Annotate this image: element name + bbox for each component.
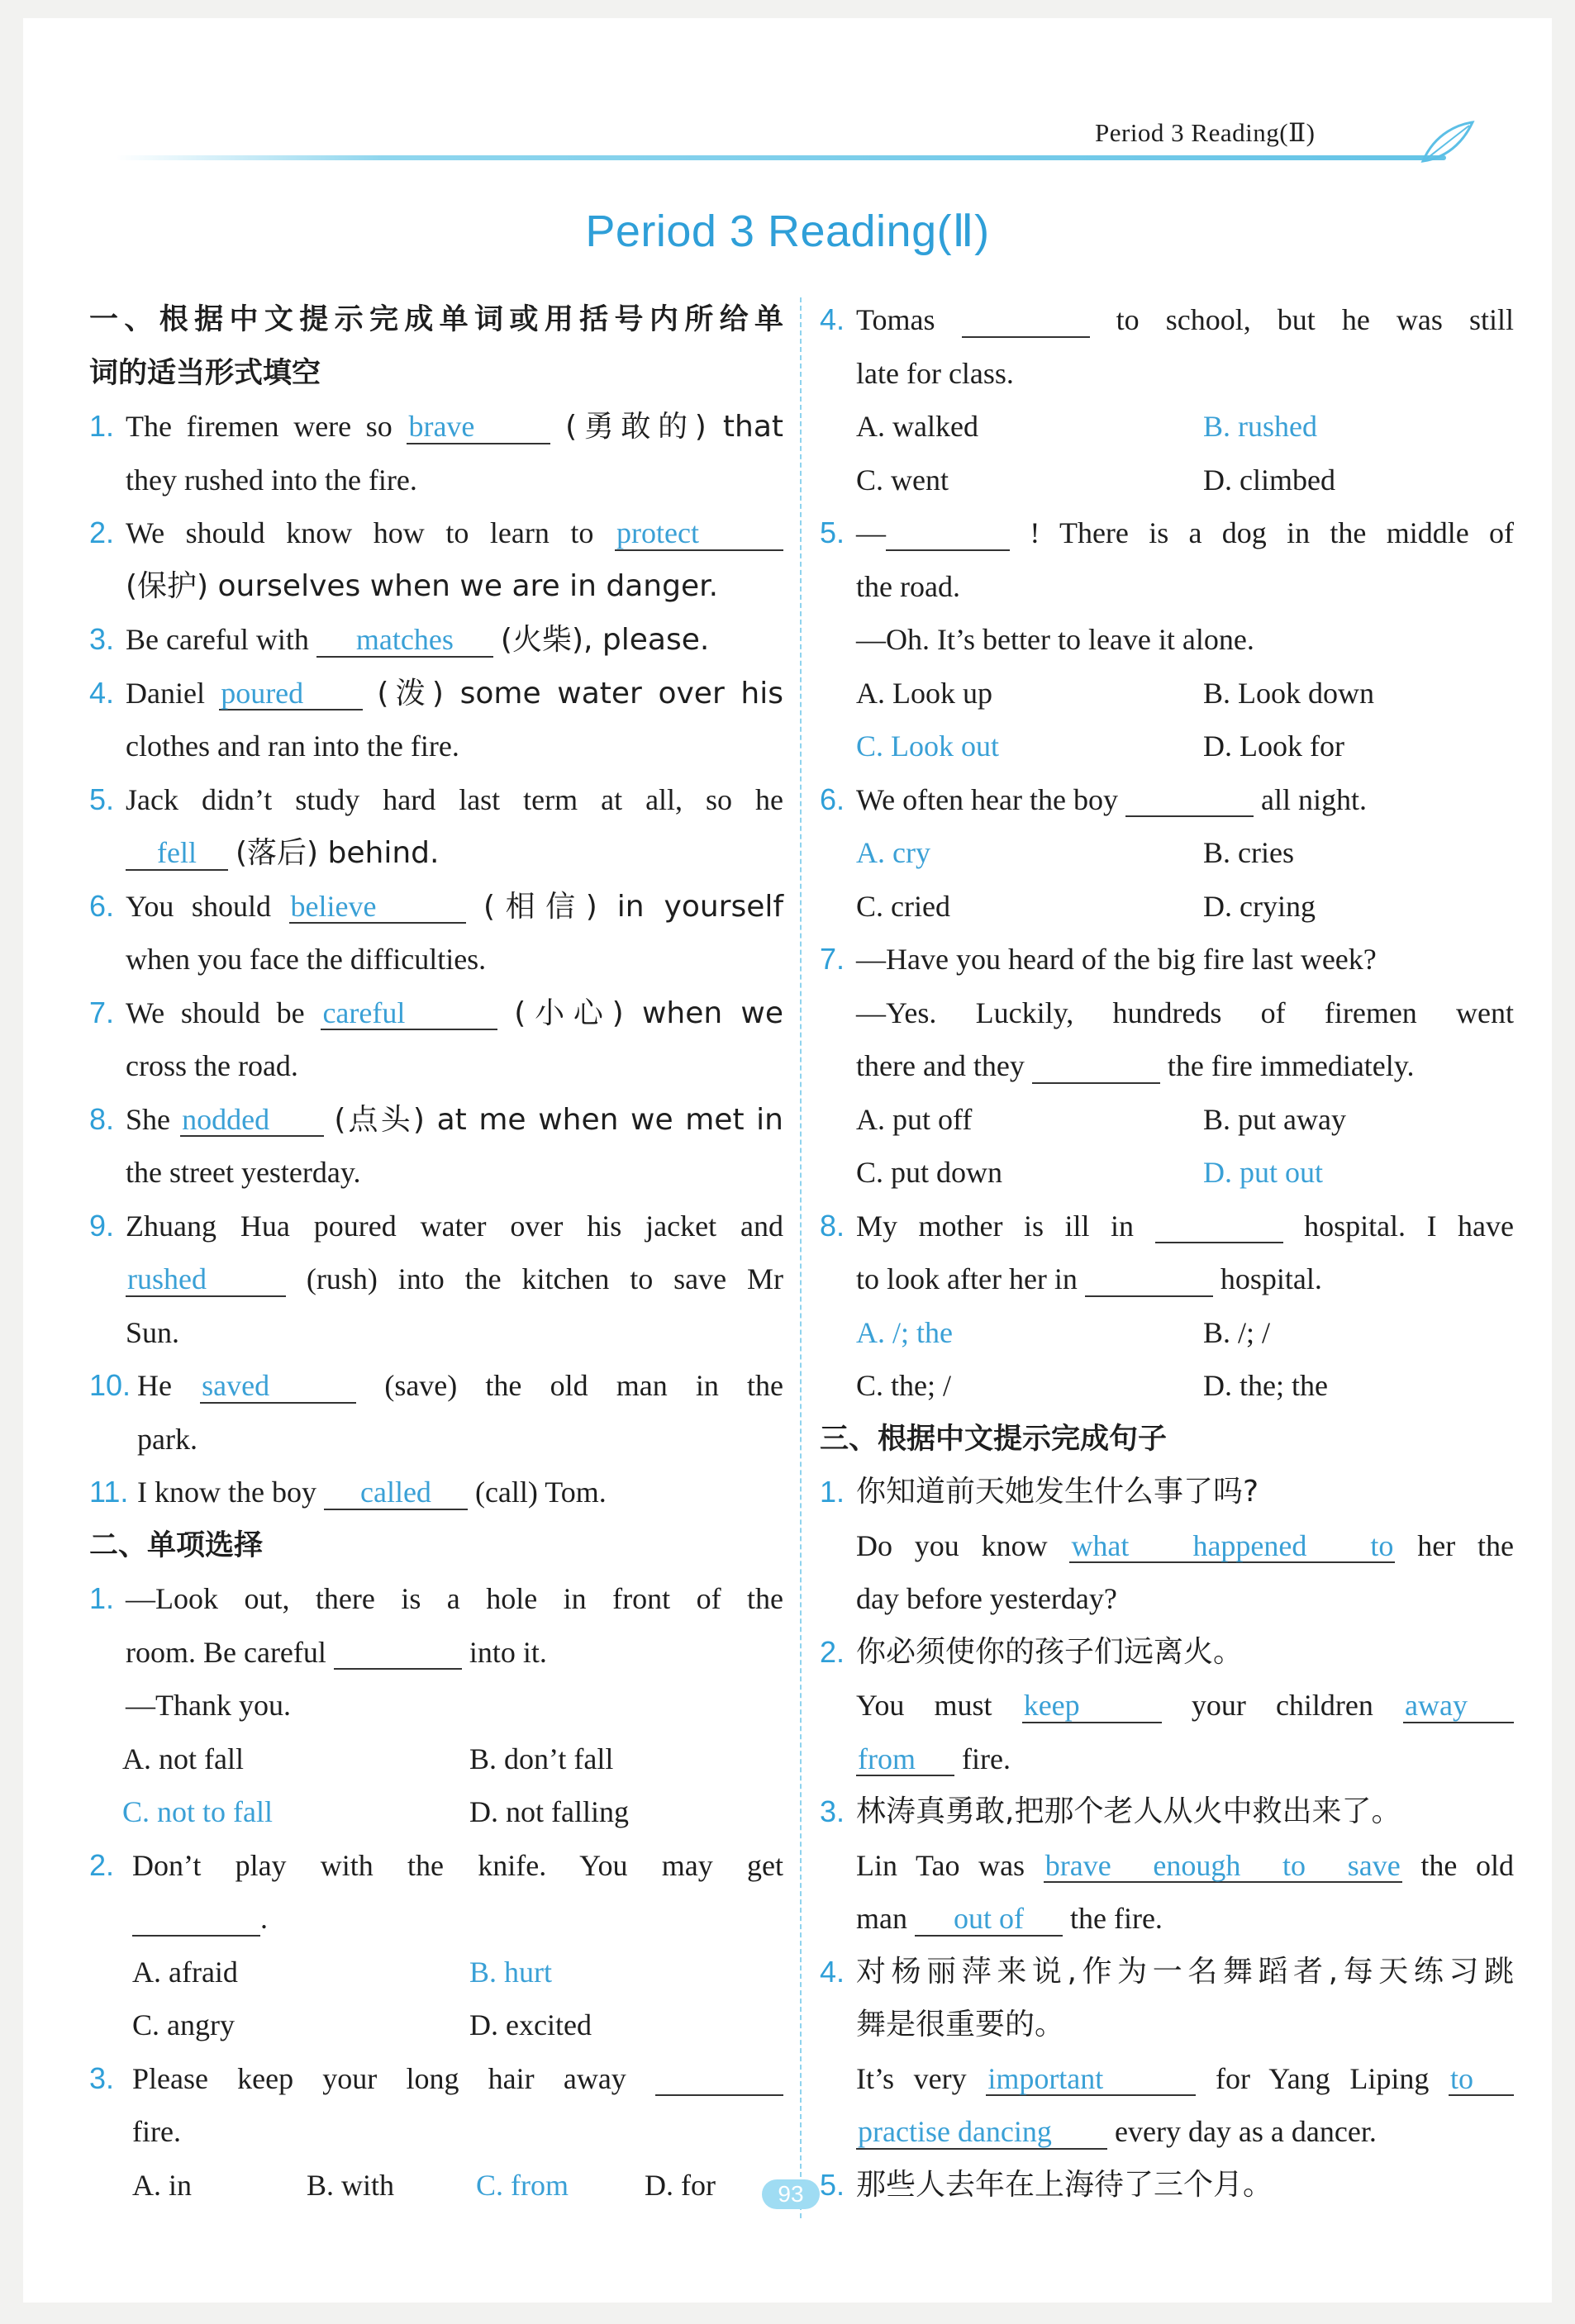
option-a[interactable]: A. walked (856, 410, 978, 443)
item-number: 2. (820, 1634, 845, 1669)
fill-item-4 (89, 667, 783, 720)
sentence-text: fire. (962, 1742, 1011, 1775)
question-text: into it. (469, 1635, 547, 1669)
item-number: 4. (89, 675, 115, 710)
header-rule (116, 155, 1446, 160)
fill-item-8 (89, 1093, 783, 1147)
chinese-prompt: 你知道前天她发生什么事了吗? (856, 1475, 1259, 1509)
item-text: Zhuang Hua poured water over his jacket and (126, 1209, 783, 1243)
sentence-text: Lin Tao was (856, 1848, 1025, 1882)
fill-item-10 (89, 1359, 783, 1413)
question-text: Tomas (856, 303, 935, 336)
answer-blank[interactable] (1032, 1051, 1160, 1084)
option-d[interactable]: D. the; the (1203, 1369, 1328, 1402)
sentence-4-cn-cont: 舞是很重要的。 (856, 2008, 1065, 2041)
option-d[interactable]: D. excited (469, 2008, 592, 2041)
mc-q8-options-ab (820, 1306, 1514, 1360)
question-text: My mother is ill in (856, 1209, 1135, 1243)
answer-blank[interactable]: keep (1022, 1690, 1162, 1723)
fill-item-1 (89, 400, 783, 454)
sentence-text: It’s very (856, 2061, 967, 2095)
option-b[interactable]: B. /; / (1203, 1315, 1271, 1349)
chinese-prompt: 那些人去年在上海待了三个月。 (856, 2167, 1273, 2202)
fill-item-5-cont (89, 826, 783, 880)
item-text: (火柴), please. (500, 623, 710, 657)
chinese-prompt: 林涛真勇敢,把那个老人从火中救出来了。 (856, 1794, 1401, 1828)
running-head: Period 3 Reading(Ⅱ) (1095, 118, 1316, 147)
option-a[interactable]: A. Look up (856, 676, 992, 710)
mc-q4 (820, 293, 1514, 347)
question-text: Don’t play with the knife. You may get (132, 1848, 783, 1882)
right-column (820, 293, 1514, 2212)
mc-q3 (89, 2052, 783, 2106)
item-text: (call) Tom. (474, 1476, 607, 1509)
item-text: We should know how to learn to (126, 516, 594, 549)
answer-blank[interactable]: out of (915, 1903, 1063, 1937)
mc-q1-options-ab (89, 1732, 783, 1786)
mc-q8-options-cd (820, 1359, 1514, 1413)
item-text: The firemen were so (126, 410, 393, 443)
option-a[interactable]: A. in (132, 2168, 192, 2202)
answer-blank[interactable] (962, 305, 1090, 338)
mc-q2 (89, 1839, 783, 1893)
question-text: room. Be careful (126, 1635, 326, 1669)
sentence-text: her the (1417, 1528, 1515, 1562)
sentence-text: Do you know (856, 1528, 1048, 1562)
sentence-3-en-cont (820, 1892, 1514, 1946)
answer-blank[interactable]: believe (289, 891, 466, 924)
sentence-4-cn (820, 1946, 1514, 1999)
question-text: —Look out, there is a hole in front of the (126, 1582, 783, 1615)
question-text: there and they (856, 1049, 1025, 1082)
sentence-3-cn (820, 1785, 1514, 1839)
item-number: 1. (89, 409, 115, 443)
item-number: 1. (89, 1581, 115, 1615)
question-text: Please keep your long hair away (132, 2061, 626, 2095)
fill-item-6-cont: when you face the difficulties. (126, 943, 487, 976)
chinese-prompt: 你必须使你的孩子们远离火。 (856, 1634, 1244, 1669)
mc-q7-options-ab (820, 1093, 1514, 1147)
sentence-text: man (856, 1902, 907, 1935)
mc-q1 (89, 1572, 783, 1626)
chinese-prompt: 对杨丽萍来说,作为一名舞蹈者,每天练习跳 (856, 1954, 1514, 1989)
sentence-2-en-cont (820, 1732, 1514, 1786)
section1-title-line1: 一、根据中文提示完成单词或用括号内所给单 (89, 303, 783, 336)
answer-blank[interactable] (1085, 1264, 1213, 1297)
sentence-1-en (820, 1519, 1514, 1573)
mc-q7-line2: —Yes. Luckily, hundreds of firemen went (856, 996, 1514, 1029)
option-a[interactable]: A. not fall (122, 1742, 244, 1775)
question-text: We often hear the boy (856, 782, 1118, 816)
sentence-2-en (820, 1679, 1514, 1732)
answer-blank[interactable]: from (856, 1744, 954, 1777)
mc-q7-line3 (820, 1039, 1514, 1093)
fill-item-4-cont: clothes and ran into the fire. (126, 730, 459, 763)
question-text: hospital. I have (1304, 1209, 1515, 1243)
mc-q1-line2 (89, 1626, 783, 1680)
fill-item-7 (89, 986, 783, 1040)
answer-blank[interactable]: careful (321, 998, 497, 1031)
mc-q1-options-cd (89, 1785, 783, 1839)
question-text: hospital. (1220, 1262, 1322, 1295)
answer-blank[interactable]: protect (615, 518, 783, 551)
option-d-correct[interactable]: D. put out (1203, 1156, 1324, 1189)
option-c-correct[interactable]: C. from (476, 2168, 569, 2202)
item-text: (rush) into the kitchen to save Mr (306, 1262, 783, 1295)
mc-q3-options (89, 2159, 783, 2212)
option-d[interactable]: D. climbed (1203, 463, 1335, 497)
fill-item-9-cont2: Sun. (126, 1315, 180, 1349)
sentence-text: for Yang Liping (1215, 2061, 1430, 2095)
option-a[interactable]: A. put off (856, 1102, 973, 1136)
fill-item-11 (89, 1466, 783, 1519)
answer-blank[interactable] (1155, 1211, 1283, 1244)
answer-blank[interactable]: practise dancing (856, 2117, 1107, 2150)
item-number: 6. (820, 782, 845, 816)
section2-title: 二、单项选择 (89, 1528, 264, 1562)
item-text: I know the boy (137, 1476, 316, 1509)
sentence-5-cn (820, 2159, 1514, 2212)
mc-q6-options-ab (820, 826, 1514, 880)
item-text: (落后) behind. (236, 836, 440, 870)
option-a-correct[interactable]: A. cry (856, 836, 930, 869)
item-number: 9. (89, 1208, 115, 1243)
item-text: (勇敢的) that (565, 410, 784, 444)
item-text: You should (126, 889, 271, 923)
item-number: 3. (89, 622, 115, 656)
question-text: to look after her in (856, 1262, 1078, 1295)
item-number: 1. (820, 1475, 845, 1509)
fill-item-9 (89, 1200, 783, 1253)
mc-q5-line2: the road. (856, 569, 960, 603)
item-number: 4. (820, 302, 845, 336)
mc-q5-options-cd (820, 720, 1514, 773)
item-number: 8. (89, 1101, 115, 1136)
question-text: the fire immediately. (1167, 1049, 1415, 1082)
column-divider (800, 297, 802, 2218)
option-a-correct[interactable]: A. /; the (856, 1315, 953, 1349)
item-text: We should be (126, 996, 305, 1029)
mc-q5 (820, 506, 1514, 560)
fill-item-1-cont: they rushed into the fire. (126, 463, 417, 497)
question-text: —Have you heard of the big fire last week? (856, 943, 1377, 976)
item-text: Be careful with (126, 623, 309, 656)
option-c[interactable]: C. went (856, 463, 949, 497)
fill-item-2 (89, 506, 783, 560)
sentence-text: every day as a dancer. (1115, 2115, 1377, 2148)
item-text: He (137, 1369, 172, 1402)
item-number: 3. (820, 1794, 845, 1828)
answer-blank[interactable]: matches (316, 625, 493, 658)
answer-blank[interactable]: saved (200, 1371, 356, 1404)
mc-q4-line2: late for class. (856, 356, 1014, 390)
answer-blank[interactable]: brave (407, 411, 550, 444)
option-b[interactable]: B. don’t fall (469, 1742, 614, 1775)
item-number: 4. (820, 1954, 845, 1989)
option-b[interactable]: B. put away (1203, 1102, 1346, 1136)
mc-q4-options-cd (820, 454, 1514, 507)
answer-blank[interactable]: what happened to (1071, 1528, 1394, 1562)
leaf-decoration-icon (1415, 116, 1481, 173)
mc-q8 (820, 1200, 1514, 1253)
sentence-4-en (820, 2052, 1514, 2106)
mc-q1-line3: —Thank you. (126, 1689, 291, 1722)
option-c[interactable]: C. angry (132, 2008, 235, 2041)
sentence-text: your children (1191, 1689, 1373, 1722)
question-text: to school, but he was still (1116, 303, 1514, 336)
mc-q7 (820, 933, 1514, 986)
item-text: (相信) in yourself (483, 889, 784, 924)
sentence-1-cn (820, 1466, 1514, 1519)
item-text: (点头) at me when we met in (334, 1102, 783, 1137)
option-c-correct[interactable]: C. Look out (856, 730, 1000, 763)
answer-blank[interactable] (886, 518, 1010, 551)
option-c[interactable]: C. the; / (856, 1369, 951, 1402)
option-a[interactable]: A. afraid (132, 1955, 238, 1989)
item-text: (小心) when we (514, 996, 784, 1030)
mc-q6 (820, 773, 1514, 827)
option-b[interactable]: B. Look down (1203, 676, 1374, 710)
option-b[interactable]: B. with (307, 2168, 395, 2202)
sentence-3-en (820, 1839, 1514, 1893)
item-number: 7. (89, 995, 115, 1029)
answer-blank[interactable]: poured (219, 678, 363, 711)
item-text: (泼) some water over his (377, 676, 783, 711)
mc-q5-options-ab (820, 667, 1514, 720)
answer-blank[interactable]: rushed (126, 1264, 286, 1297)
item-number: 11. (89, 1475, 129, 1509)
mc-q7-options-cd (820, 1146, 1514, 1200)
item-number: 5. (820, 2167, 845, 2202)
mc-q2-options-cd (89, 1998, 783, 2052)
section1-title-line2: 词的适当形式填空 (89, 356, 321, 390)
answer-blank[interactable] (334, 1637, 462, 1671)
sentence-text: You must (856, 1689, 992, 1722)
mc-q2-line2 (89, 1892, 783, 1946)
question-text: . (260, 1902, 268, 1935)
answer-blank[interactable]: fell (126, 838, 228, 871)
sentence-4-en-cont (820, 2105, 1514, 2159)
mc-q8-line2 (820, 1252, 1514, 1306)
option-b[interactable]: B. cries (1203, 836, 1294, 869)
question-text: all night. (1260, 782, 1367, 816)
mc-q4-options-ab (820, 400, 1514, 454)
answer-blank[interactable]: away (1403, 1690, 1514, 1723)
sentence-1-en-cont: day before yesterday? (856, 1582, 1117, 1615)
item-text: Daniel (126, 676, 205, 710)
mc-q6-options-cd (820, 880, 1514, 934)
sentence-text: the fire. (1069, 1902, 1163, 1935)
item-number: 7. (820, 942, 845, 976)
fill-item-2-cont: (保护) ourselves when we are in danger. (126, 568, 719, 603)
option-d[interactable]: D. for (645, 2168, 716, 2202)
fill-item-9-cont (89, 1252, 783, 1306)
fill-item-8-cont: the street yesterday. (126, 1156, 361, 1189)
question-text: — (856, 516, 886, 549)
option-c-correct[interactable]: C. not to fall (122, 1795, 273, 1828)
option-d[interactable]: D. not falling (469, 1795, 629, 1828)
sentence-2-cn (820, 1626, 1514, 1680)
option-b-correct[interactable]: B. hurt (469, 1955, 553, 1989)
option-c[interactable]: C. cried (856, 889, 950, 923)
answer-blank[interactable]: brave enough to save (1044, 1848, 1401, 1882)
option-d[interactable]: D. crying (1203, 889, 1316, 923)
fill-item-10-cont: park. (137, 1422, 197, 1456)
mc-q3-line2: fire. (132, 2115, 181, 2148)
item-number: 8. (820, 1208, 845, 1243)
option-b-correct[interactable]: B. rushed (1203, 410, 1317, 443)
fill-item-7-cont: cross the road. (126, 1049, 298, 1082)
answer-blank[interactable]: nodded (180, 1105, 324, 1138)
answer-blank[interactable] (655, 2064, 783, 2097)
item-number: 6. (89, 888, 115, 923)
item-number: 10. (89, 1368, 131, 1402)
answer-blank[interactable]: called (324, 1477, 468, 1510)
item-text: Jack didn’t study hard last term at all, so he (126, 782, 783, 816)
mc-q2-options-ab (89, 1946, 783, 1999)
item-text: (save) the old man in the (384, 1369, 784, 1402)
item-number: 5. (89, 782, 115, 816)
answer-blank[interactable] (132, 1903, 260, 1937)
item-number: 3. (89, 2060, 115, 2095)
question-text: ! There is a dog in the middle of (1030, 516, 1515, 549)
section3-title: 三、根据中文提示完成句子 (820, 1422, 1168, 1456)
left-column (89, 293, 783, 2212)
item-number: 2. (89, 1847, 115, 1882)
page-title: Period 3 Reading(Ⅱ) (585, 207, 990, 256)
item-text: She (126, 1102, 170, 1136)
answer-blank[interactable]: to (1449, 2064, 1514, 2097)
option-d[interactable]: D. Look for (1203, 730, 1344, 763)
fill-item-5 (89, 773, 783, 827)
page-number-badge: 93 (762, 2179, 820, 2209)
fill-item-3 (89, 613, 783, 667)
answer-blank[interactable]: important (986, 2064, 1196, 2097)
option-c[interactable]: C. put down (856, 1156, 1003, 1189)
sentence-text: the old (1420, 1848, 1515, 1882)
item-number: 5. (820, 516, 845, 549)
answer-blank[interactable] (1125, 785, 1254, 818)
mc-q5-line3: —Oh. It’s better to leave it alone. (856, 623, 1254, 656)
fill-item-6 (89, 880, 783, 934)
item-number: 2. (89, 516, 115, 549)
